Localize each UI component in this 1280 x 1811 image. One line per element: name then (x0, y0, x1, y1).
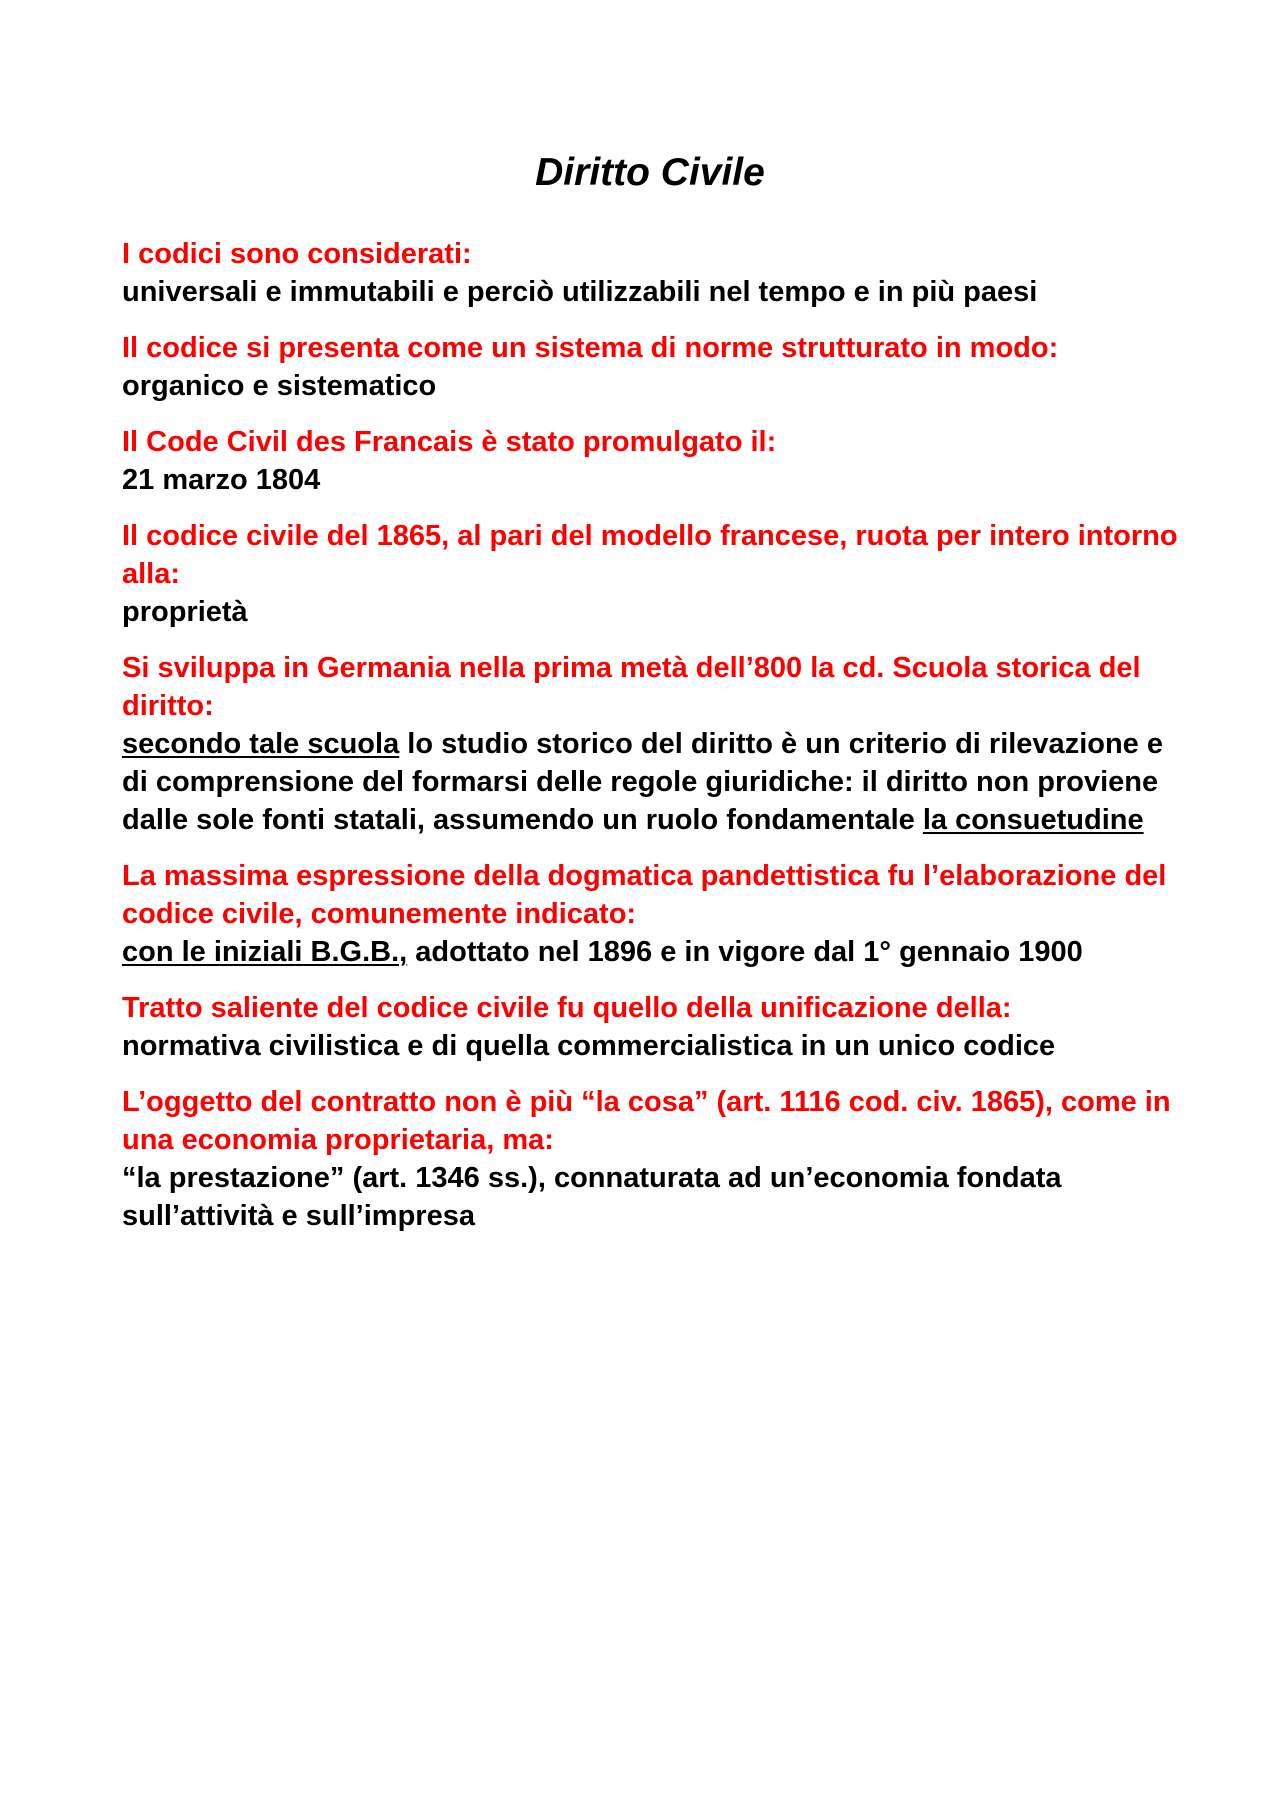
answer (122, 725, 1182, 839)
answer: organico e sistematico (122, 370, 437, 402)
qa-item (122, 329, 1182, 405)
question: I codici sono considerati: (122, 238, 472, 270)
question: L’oggetto del contratto non è più “la cosa” (art. 1116 cod. civ. 1865), come in una economia proprietaria, ma: (122, 1086, 1171, 1156)
answer-underlined-text: con le iniziali B.G.B., (122, 936, 408, 968)
question: La massima espressione della dogmatica pandettistica fu l’elaborazione del codice civile, comunemente indicato: (122, 860, 1167, 930)
question: Si sviluppa in Germania nella prima metà dell’800 la cd. Scuola storica del diritto: (122, 652, 1141, 722)
page-title: Diritto Civile (535, 151, 765, 194)
answer-text: lo studio storico del diritto è un criterio di rilevazione e di comprensione del formarsi delle regole giuridiche: il diritto non proviene dalle sole fonti statali, assumendo un ruolo fondamentale (122, 728, 1163, 836)
answer-underlined-text: secondo tale scuola (122, 728, 400, 760)
answer-underlined-text: la consuetudine (922, 804, 1144, 836)
question: Il codice civile del 1865, al pari del modello francese, ruota per intero intorno alla: (122, 520, 1178, 590)
qa-item (122, 649, 1182, 839)
answer-text: adottato nel 1896 e in vigore dal 1° gennaio 1900 (407, 936, 1083, 968)
qa-item (122, 989, 1182, 1065)
answer: normativa civilistica e di quella commercialistica in un unico codice (122, 1030, 1056, 1062)
answer: universali e immutabili e perciò utilizzabili nel tempo e in più paesi (122, 276, 1038, 308)
qa-item (122, 517, 1182, 631)
qa-item (122, 235, 1182, 311)
question: Il codice si presenta come un sistema di norme strutturato in modo: (122, 332, 1059, 364)
question: Il Code Civil des Francais è stato promulgato il: (122, 426, 777, 458)
qa-item (122, 857, 1182, 971)
answer: 21 marzo 1804 (122, 464, 321, 496)
qa-item (122, 1083, 1182, 1235)
answer: “la prestazione” (art. 1346 ss.), connaturata ad un’economia fondata sull’attività e sull’impresa (122, 1162, 1062, 1232)
answer (122, 933, 1182, 971)
question: Tratto saliente del codice civile fu quello della unificazione della: (122, 992, 1012, 1024)
answer: proprietà (122, 596, 248, 628)
qa-item (122, 423, 1182, 499)
qa-list (122, 235, 1182, 1253)
